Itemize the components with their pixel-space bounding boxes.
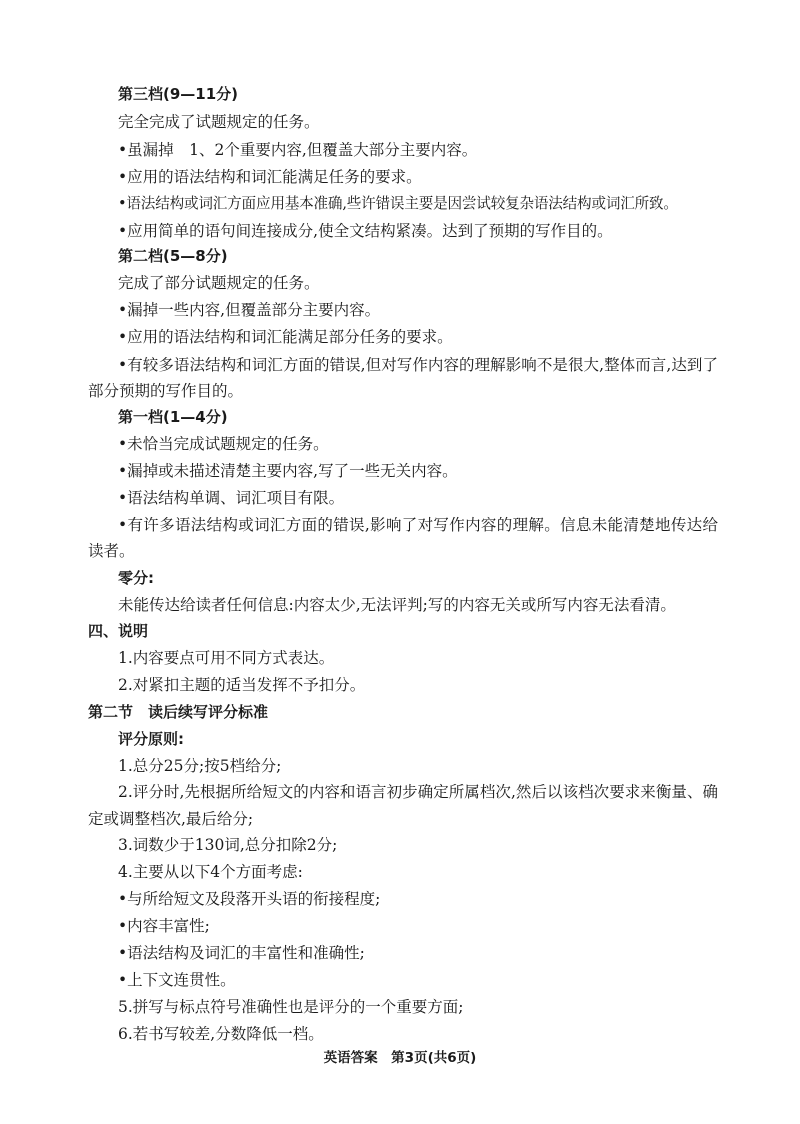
grade1-bullet-4: •有许多语法结构或词汇方面的错误,影响了对写作内容的理解。信息未能清楚地传达给读者。 xyxy=(88,516,718,560)
part2-heading: 第二节 读后续写评分标准 xyxy=(88,703,269,721)
part2-item-6: •内容丰富性; xyxy=(118,917,210,935)
grade3-bullet-1: •虽漏掉 1、2个重要内容,但覆盖大部分主要内容。 xyxy=(118,141,478,159)
part2-item-3: 3.词数少于130词,总分扣除2分; xyxy=(118,836,338,854)
grade2-heading: 第二档(5—8分) xyxy=(118,247,228,265)
zero-heading: 零分: xyxy=(118,569,154,587)
notes-heading: 四、说明 xyxy=(88,622,149,640)
page-footer: 英语答案 第3页(共6页) xyxy=(323,1050,477,1066)
part2-item-10: 6.若书写较差,分数降低一档。 xyxy=(118,1025,324,1043)
part2-item-2: 2.评分时,先根据所给短文的内容和语言初步确定所属档次,然后以该档次要求来衡量、确定或调整档次,最后给分; xyxy=(88,783,718,828)
grade1-bullet-1: •未恰当完成试题规定的任务。 xyxy=(118,435,329,453)
notes-item-1: 1.内容要点可用不同方式表达。 xyxy=(118,649,335,667)
grade1-bullet-3: •语法结构单调、词汇项目有限。 xyxy=(118,489,345,507)
grade2-bullet-2: •应用的语法结构和词汇能满足部分任务的要求。 xyxy=(118,328,453,346)
part2-item-8: •上下文连贯性。 xyxy=(118,971,236,989)
part2-subheading: 评分原则: xyxy=(118,730,184,748)
part2-item-1: 1.总分25分;按5档给分; xyxy=(118,757,282,775)
part2-item-9: 5.拼写与标点符号准确性也是评分的一个重要方面; xyxy=(118,998,464,1016)
grade2-intro: 完成了部分试题规定的任务。 xyxy=(118,274,320,292)
grade2-bullet-1: •漏掉一些内容,但覆盖部分主要内容。 xyxy=(118,301,381,319)
grade3-bullet-2: •应用的语法结构和词汇能满足任务的要求。 xyxy=(118,168,422,186)
zero-text: 未能传达给读者任何信息:内容太少,无法评判;写的内容无关或所写内容无法看清。 xyxy=(118,596,676,614)
part2-item-5: •与所给短文及段落开头语的衔接程度; xyxy=(118,890,381,908)
grade1-bullet-2: •漏掉或未描述清楚主要内容,写了一些无关内容。 xyxy=(118,462,458,480)
grade3-bullet-4: •应用简单的语句间连接成分,使全文结构紧凑。达到了预期的写作目的。 xyxy=(118,222,613,240)
part2-item-4: 4.主要从以下4个方面考虑: xyxy=(118,863,303,881)
grade3-bullet-3: •语法结构或词汇方面应用基本准确,些许错误主要是因尝试较复杂语法结构或词汇所致。 xyxy=(118,195,678,212)
notes-item-2: 2.对紧扣主题的适当发挥不予扣分。 xyxy=(118,676,366,694)
part2-item-7: •语法结构及词汇的丰富性和准确性; xyxy=(118,944,365,962)
grade1-heading: 第一档(1—4分) xyxy=(118,408,228,426)
grade2-bullet-3: •有较多语法结构和词汇方面的错误,但对写作内容的理解影响不是很大,整体而言,达到了部分预期的写作目的。 xyxy=(88,356,718,400)
grade3-intro: 完全完成了试题规定的任务。 xyxy=(118,113,320,131)
grade3-heading: 第三档(9—11分) xyxy=(118,85,239,103)
